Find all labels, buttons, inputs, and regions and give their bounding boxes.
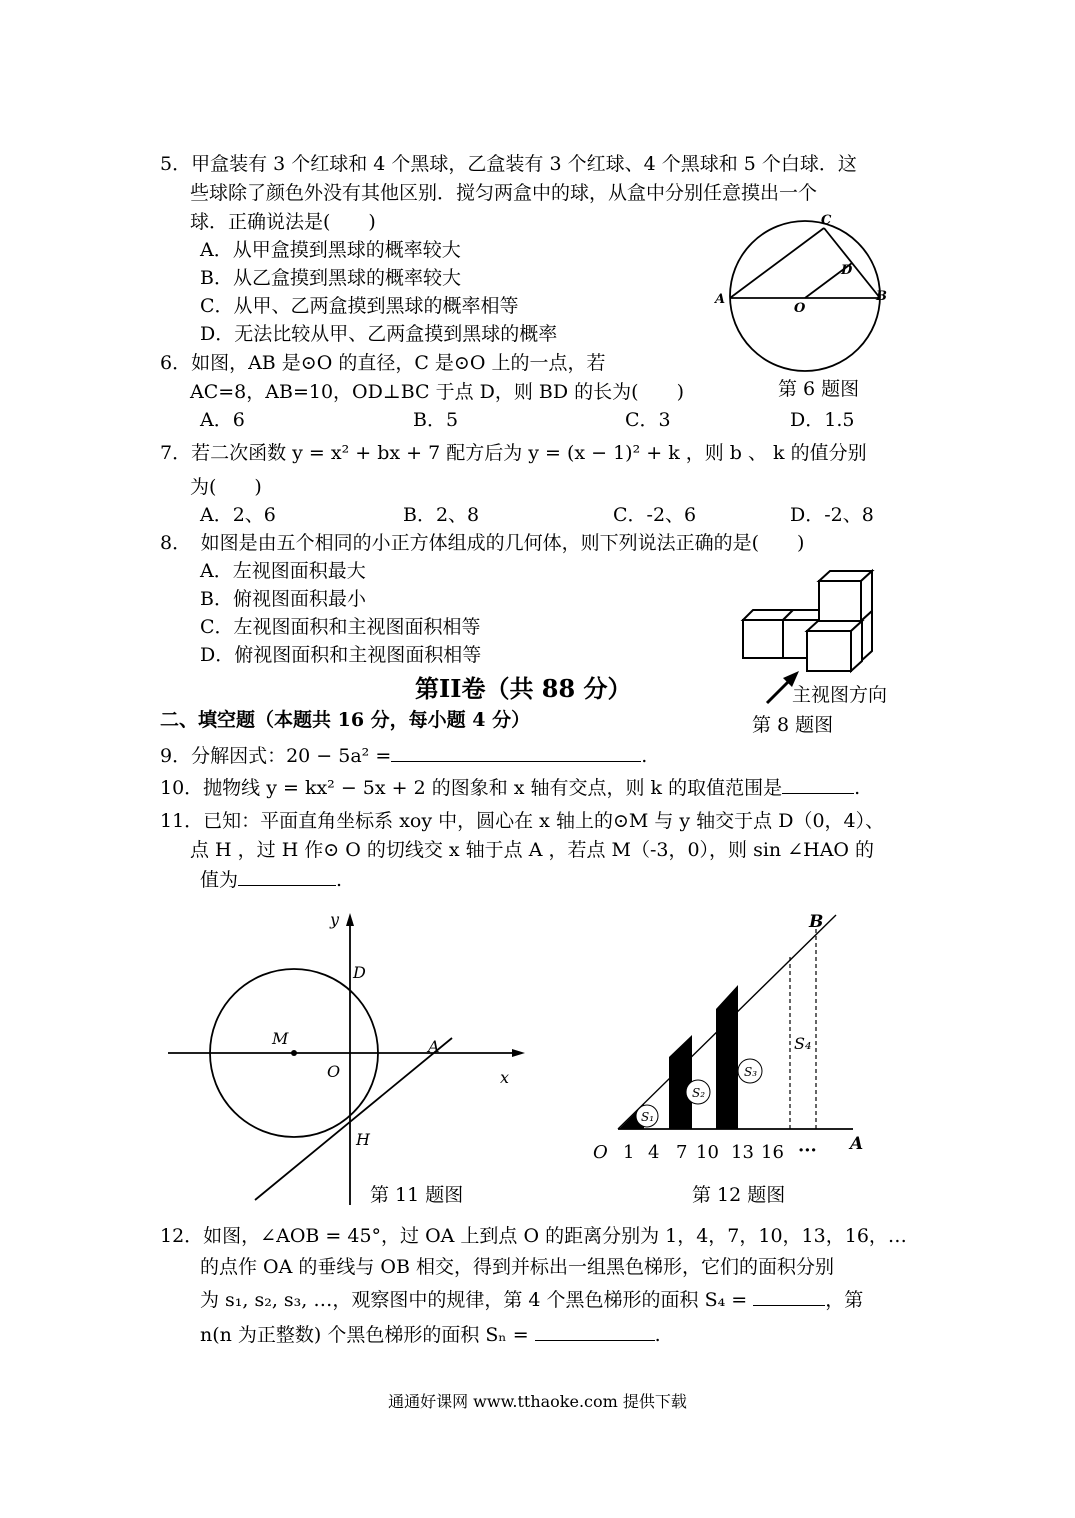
q10-end: . — [854, 777, 861, 799]
label-h: H — [356, 1130, 370, 1149]
label-a: A — [715, 292, 726, 307]
q10-answer-blank[interactable] — [782, 779, 854, 794]
q9-prefix: 9．分解因式： — [160, 745, 287, 767]
q11-line3 — [200, 871, 342, 890]
q7-option-a: A．2、6 — [200, 504, 276, 526]
q5-line1: 5．甲盒装有 3 个红球和 4 个黑球，乙盒装有 3 个红球、4 个黑球和 5 个白球．这 — [160, 153, 857, 175]
q8-option-d: D．俯视图面积和主视图面积相等 — [200, 644, 482, 666]
label-a: A — [428, 1037, 440, 1056]
label-o: O — [327, 1062, 341, 1081]
fig6-caption: 第 6 题图 — [778, 378, 860, 400]
q9-expression: 20 − 5a² = — [286, 745, 392, 767]
section2-title: 二、填空题（本题共 16 分，每小题 4 分） — [160, 709, 531, 731]
figure-11 — [160, 905, 540, 1205]
part2-title: 第II卷（共 88 分） — [415, 674, 632, 703]
tick-4: 4 — [648, 1142, 660, 1163]
q12-line3 — [200, 1291, 863, 1310]
q11-line1: 11．已知：平面直角坐标系 xoy 中，圆心在 x 轴上的⊙M 与 y 轴交于点 D（0，4）、 — [160, 810, 885, 832]
q5-line3: 球．正确说法是( ) — [190, 211, 376, 233]
label-b: B — [809, 912, 824, 932]
fig8-arrow-label: 主视图方向 — [792, 684, 888, 706]
label-d: D — [353, 963, 366, 982]
q11-line2: 点 H ，过 H 作⊙ O 的切线交 x 轴于点 A ，若点 M（-3，0），则 sin ∠HAO 的 — [190, 839, 875, 861]
q6-line2: AC=8，AB=10，OD⊥BC 于点 D，则 BD 的长为( ) — [190, 381, 684, 403]
label-c: C — [821, 213, 832, 228]
trapezoid-s3 — [716, 985, 738, 1129]
q7-option-c: C．-2、6 — [613, 504, 697, 526]
q9-line — [160, 747, 647, 766]
q6-option-a: A．6 — [200, 409, 245, 431]
q9-end: . — [641, 745, 648, 767]
label-s3: S₃ — [744, 1065, 758, 1079]
label-s2: S₂ — [692, 1086, 706, 1100]
q7-line1: 7．若二次函数 y = x² + bx + 7 配方后为 y = (x − 1)² + k ，则 b 、 k 的值分别 — [160, 442, 867, 464]
tick-16: 16 — [761, 1142, 784, 1163]
center-m-dot — [291, 1050, 297, 1056]
q5-option-c: C．从甲、乙两盒摸到黑球的概率相等 — [200, 295, 519, 317]
q10-text: 10．抛物线 y = kx² − 5x + 2 的图象和 x 轴有交点，则 k 的取值范围是 — [160, 777, 783, 799]
q10-line — [160, 779, 860, 798]
q8-option-b: B．俯视图面积最小 — [200, 588, 366, 610]
tick-ellipsis: ··· — [798, 1140, 817, 1161]
tick-10: 10 — [696, 1142, 719, 1163]
fig11-caption: 第 11 题图 — [370, 1184, 464, 1206]
tangent-line — [255, 1038, 452, 1200]
trapezoid-s2 — [669, 1035, 692, 1129]
q8-option-c: C．左视图面积和主视图面积相等 — [200, 616, 481, 638]
q5-option-b: B．从乙盒摸到黑球的概率较大 — [200, 267, 461, 289]
q12-line4 — [200, 1326, 661, 1345]
label-m: M — [272, 1029, 289, 1048]
figure-6 — [710, 210, 900, 385]
q11-line3-text: 值为 — [200, 869, 239, 891]
q12-sn-answer-blank[interactable] — [535, 1326, 655, 1341]
y-axis-arrow-icon — [346, 913, 354, 926]
q11-answer-blank[interactable] — [238, 871, 336, 886]
tick-o: O — [593, 1142, 608, 1163]
label-b: B — [876, 289, 887, 304]
q12-line3-text: 为 s₁, s₂, s₃, …，观察图中的规律，第 4 个黑色梯形的面积 S₄ = — [200, 1289, 748, 1311]
label-s1: S₁ — [641, 1110, 655, 1124]
q6-line1: 6．如图，AB 是⊙O 的直径，C 是⊙O 上的一点，若 — [160, 352, 606, 374]
q7-option-d: D．-2、8 — [790, 504, 874, 526]
circle-o — [730, 221, 880, 371]
label-o: O — [794, 301, 806, 316]
q12-line4-text: n(n 为正整数) 个黑色梯形的面积 Sₙ = — [200, 1324, 529, 1346]
q5-line2: 些球除了颜色外没有其他区别．搅匀两盒中的球，从盒中分别任意摸出一个 — [190, 182, 818, 204]
q6-option-b: B．5 — [413, 409, 459, 431]
q12-line2: 的点作 OA 的垂线与 OB 相交，得到并标出一组黑色梯形，它们的面积分别 — [200, 1256, 834, 1278]
q12-s4-answer-blank[interactable] — [753, 1291, 825, 1306]
q8-option-a: A．左视图面积最大 — [200, 560, 366, 582]
x-axis-arrow-icon — [512, 1049, 525, 1057]
tick-1: 1 — [623, 1142, 635, 1163]
chord-ac — [730, 228, 824, 298]
label-d: D — [841, 263, 853, 278]
q5-option-d: D．无法比较从甲、乙两盒摸到黑球的概率 — [200, 323, 558, 345]
q6-option-c: C．3 — [625, 409, 671, 431]
q7-line2: 为( ) — [190, 476, 262, 498]
q12-end: . — [654, 1324, 661, 1346]
q6-option-d: D．1.5 — [790, 409, 855, 431]
q8-line1: 8． 如图是由五个相同的小正方体组成的几何体，则下列说法正确的是( ) — [160, 532, 805, 554]
q7-option-b: B．2、8 — [403, 504, 480, 526]
q11-end: . — [336, 869, 343, 891]
label-s4: S₄ — [794, 1034, 812, 1053]
q5-option-a: A．从甲盒摸到黑球的概率较大 — [200, 239, 461, 261]
label-a: A — [850, 1134, 864, 1154]
tick-7: 7 — [676, 1142, 688, 1163]
fig12-caption: 第 12 题图 — [692, 1184, 786, 1206]
q9-answer-blank[interactable] — [391, 747, 641, 762]
label-x: x — [500, 1068, 510, 1087]
page-footer: 通通好课网 www.tthaoke.com 提供下载 — [388, 1392, 687, 1411]
label-y: y — [330, 910, 340, 929]
q12-line1: 12．如图，∠AOB = 45°，过 OA 上到点 O 的距离分别为 1，4，7，10，13，16，… — [160, 1225, 907, 1247]
tick-13: 13 — [731, 1142, 754, 1163]
fig8-caption: 第 8 题图 — [752, 714, 834, 736]
figure-12 — [588, 905, 878, 1170]
q12-line3-end: ，第 — [825, 1289, 864, 1311]
